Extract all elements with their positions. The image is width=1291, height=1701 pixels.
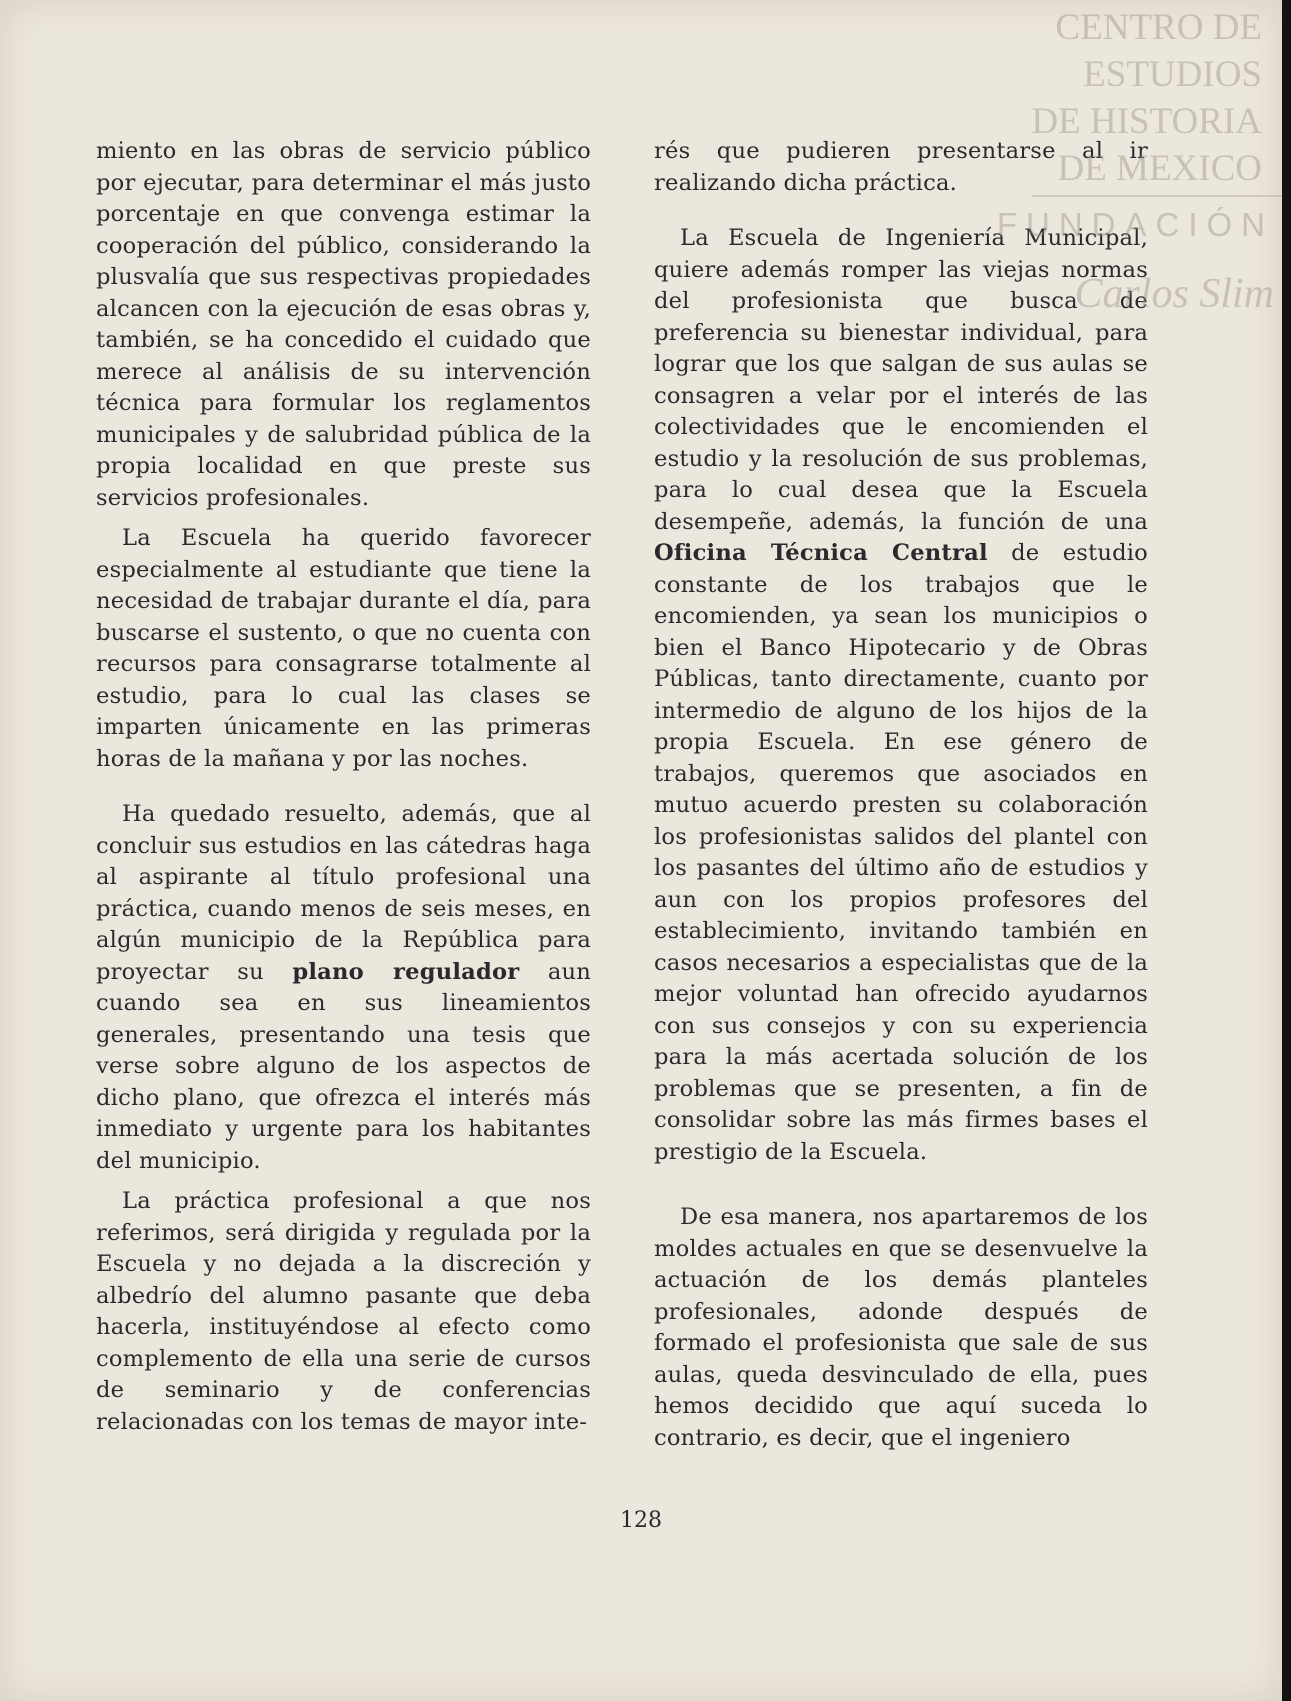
watermark-fundacion: FUNDACIÓN [996, 206, 1274, 243]
right-paragraph-3: De esa manera, nos apartaremos de los moldes actuales en que se desenvuelve la actuación de los demás planteles profesionales, adonde después de formado el profesionista que sale de sus aulas, queda desvinculado de ella, pues hemos decidido que aquí suceda lo contrario, es decir, que el ingeniero [654, 1204, 1148, 1451]
watermark-line-4: DE MEXICO [1057, 148, 1262, 189]
right-paragraph-2-text-b: de estudio constante de los trabajos que le encomienden, ya sean los municipios o bien el Banco Hipotecario y de Obras Públicas, tanto directamente, cuanto por intermedio de alguno de los hijos de la propia Escuela. En ese género de trabajos, queremos que asociados en mutuo acuerdo presten su colaboración los profesionistas salidos del plantel con los pasantes del último año de estudios y aun con los propios profesores del establecimiento, invitando también en casos necesarios a especialistas que de la mejor voluntad han ofrecido ayudarnos con sus consejos y con su experiencia para la más acertada solución de los problemas que se presenten, a fin de consolidar sobre las más firmes bases el prestigio de la Escuela. [654, 540, 1148, 1165]
watermark-rule [1032, 195, 1282, 197]
left-paragraph-4: La práctica profesional a que nos referimos, será dirigida y regulada por la Escuela y no dejada a la discreción y albedrío del alumno pasante que deba hacerla, instituyéndose al efecto como complemento de ella una serie de cursos de seminario y de conferencias relacionadas con los temas de mayor inte- [96, 1188, 591, 1435]
watermark-signature: Carlos Slim [1074, 271, 1274, 317]
right-paragraph-2 [654, 223, 1148, 1168]
left-paragraph-3 [96, 799, 591, 1177]
right-paragraph-1: rés que pudieren presentarse al ir realizando dicha práctica. [654, 138, 1148, 196]
watermark-line-2: ESTUDIOS [1083, 54, 1262, 95]
watermark-line-1: CENTRO DE [1055, 7, 1262, 48]
left-paragraph-3-text-a: Ha quedado resuelto, además, que al concluir sus estudios en las cátedras haga al aspirante al título profesional una práctica, cuando menos de seis meses, en algún municipio de la República para proyectar su [96, 801, 591, 985]
left-paragraph-2: La Escuela ha querido favorecer especialmente al estudiante que tiene la necesidad de trabajar durante el día, para buscarse el sustento, o que no cuenta con recursos para consagrarse totalmente al estudio, para lo cual las clases se imparten únicamente en las primeras horas de la mañana y por las noches. [96, 525, 591, 772]
left-paragraph-3-text-b: aun cuando sea en sus lineamientos generales, presentando una tesis que verse sobre alguno de los aspectos de dicho plano, que ofrezca el interés más inmediato y urgente para los habitantes del municipio. [96, 958, 591, 1174]
watermark-line-3: DE HISTORIA [1031, 101, 1262, 142]
left-column [96, 136, 591, 1438]
oficina-tecnica-central-term: Oficina Técnica Central [654, 540, 988, 566]
page-number: 128 [620, 1508, 662, 1533]
left-paragraph-1: miento en las obras de servicio público por ejecutar, para determinar el más justo porcentaje en que convenga estimar la cooperación del público, considerando la plusvalía que sus respectivas propiedades alcancen con la ejecución de esas obras y, también, se ha concedido el cuidado que merece al análisis de su intervención técnica para formular los reglamentos municipales y de salubridad pública de la propia localidad en que preste sus servicios profesionales. [96, 138, 591, 511]
right-paragraph-2-text-a: La Escuela de Ingeniería Municipal, quiere además romper las viejas normas del profesionista que busca de preferencia su bienestar individual, para lograr que los que salgan de sus aulas se consagren a velar por el interés de las colectividades que le encomienden el estudio y la resolución de sus problemas, para lo cual desea que la Escuela desempeñe, además, la función de una [654, 225, 1148, 535]
scan-edge [1282, 0, 1291, 1701]
right-column [654, 136, 1148, 1454]
plano-regulador-term: plano regulador [292, 958, 520, 985]
